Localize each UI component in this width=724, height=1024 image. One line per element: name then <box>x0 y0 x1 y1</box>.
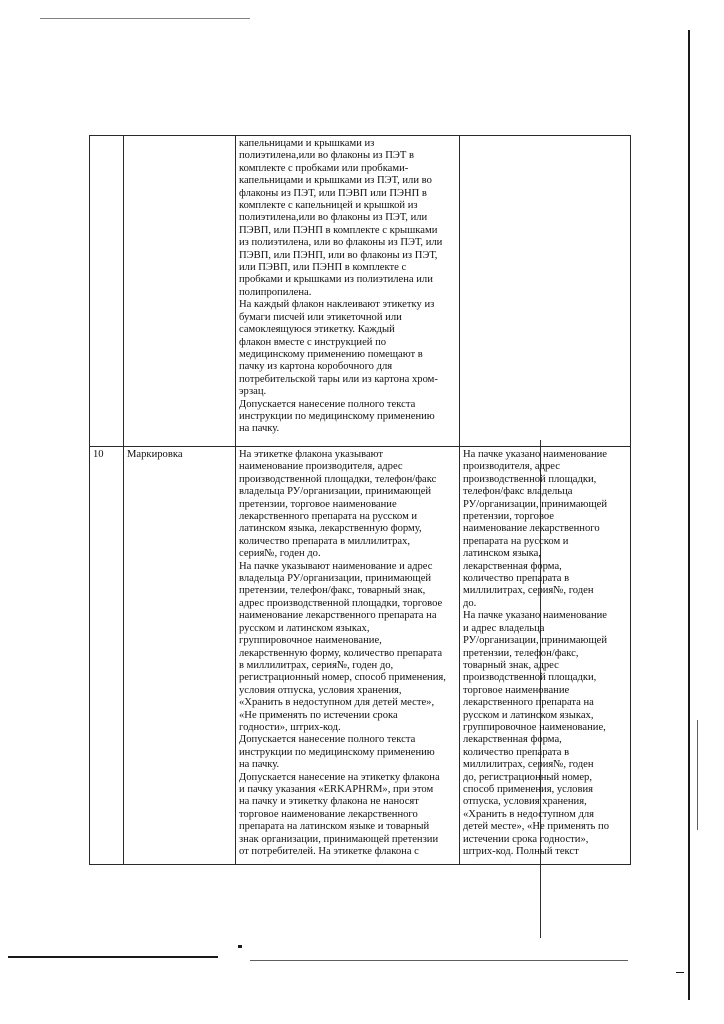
text-line: пробками и крышками из полиэтилена или <box>239 274 433 286</box>
text-line: препарата на латинском языке и товарный <box>239 821 430 833</box>
text-line: эрзац. <box>239 386 267 398</box>
scan-artifact-top-line <box>40 18 250 19</box>
table-row-marking <box>90 447 631 865</box>
specification-table <box>89 135 631 865</box>
text-line: РУ/организации, принимающей <box>463 498 607 510</box>
text-line: препарата на русском и <box>463 535 569 547</box>
text-line: регистрационный номер, способ применения, <box>239 672 446 684</box>
scan-artifact-bottom-left-line <box>8 956 218 958</box>
text-line: способ применения, условия <box>463 783 594 795</box>
text-line: На пачке указано наименование <box>463 449 608 460</box>
text-line: На этикетке флакона указывают <box>239 449 384 460</box>
text-line: русском и латинском языках, <box>239 622 370 634</box>
text-line: количество препарата в <box>463 746 570 758</box>
table-row-packaging <box>90 136 631 447</box>
text-line: телефон/факс владельца <box>463 486 573 498</box>
text-line: лекарственного препарата на <box>463 697 594 709</box>
text-line: товарный знак, адрес <box>463 659 559 671</box>
text-line: детей месте», «Не применять по <box>463 821 609 833</box>
text-line: Допускается нанесение на этикетку флакона <box>239 771 440 783</box>
scan-artifact-bottom-right-line <box>250 960 628 961</box>
results-cell <box>460 447 631 865</box>
requirements-cell <box>236 447 460 865</box>
text-line: наименование лекарственного <box>463 523 600 535</box>
text-line: на пачку. <box>239 423 280 435</box>
text-line: полиэтилена,или во флаконы из ПЭТ в <box>239 150 414 162</box>
text-line: латинском языка, <box>463 548 541 560</box>
text-line: в миллилитрах, серия№, годен до, <box>239 659 394 671</box>
text-line: капельницами и крышками из <box>239 138 375 149</box>
text-line: производственной площадки, телефон/факс <box>239 473 437 485</box>
text-line: количество препарата в миллилитрах, <box>239 535 411 547</box>
text-line: группировочное наименование, <box>463 721 606 733</box>
text-line: лекарственного препарата на русском и <box>239 511 418 523</box>
text-line: торговое наименование <box>463 684 570 696</box>
text-line: группировочное наименование, <box>239 635 382 647</box>
text-line: или ПЭВП, или ПЭНП в комплекте с <box>239 262 407 274</box>
text-line: латинском языка, лекарственную форму, <box>239 523 422 535</box>
text-line: миллилитрах, серия№, годен <box>463 759 594 771</box>
text-line: на пачку. <box>239 759 280 771</box>
text-line: производственной площадки, <box>463 672 597 684</box>
text-line: «Не применять по истечении срока <box>239 709 398 721</box>
text-line: количество препарата в <box>463 573 570 585</box>
text-line: претензии, телефон/факс, товарный знак, <box>239 585 426 597</box>
text-line: производственной площадки, <box>463 473 597 485</box>
text-line: «Хранить в недоступном для <box>463 808 595 820</box>
text-line: лекарственную форму, количество препарата <box>239 647 443 659</box>
text-line: бумаги писчей или этикеточной или <box>239 311 402 323</box>
text-line: производителя, адрес <box>463 461 560 473</box>
text-line: флакон вместе с инструкцией по <box>239 336 387 348</box>
text-line: годности», штрих-код. <box>239 721 341 733</box>
text-line: истечении срока годности», <box>463 833 589 845</box>
text-line: ПЭВП, или ПЭНП в комплекте с крышками <box>239 224 438 236</box>
text-line: владельца РУ/организации, принимающей <box>239 486 432 498</box>
text-line: ПЭВП, или ПЭНП, или во флаконы из ПЭТ, <box>239 249 438 261</box>
text-line: от потребителей. На этикетке флакона с <box>239 846 419 857</box>
text-line: инструкции по медицинскому применению <box>239 410 435 422</box>
scan-artifact-right-short-line <box>697 720 698 830</box>
text-line: торговое наименование лекарственного <box>239 808 418 820</box>
text-line: знак организации, принимающей претензии <box>239 833 439 845</box>
scan-artifact-right-edge-line <box>688 30 690 1000</box>
text-line: РУ/организации, принимающей <box>463 635 607 647</box>
text-line: флаконы из ПЭТ, или ПЭВП или ПЭНП в <box>239 187 427 199</box>
text-line: до, регистрационный номер, <box>463 771 592 783</box>
text-line: На каждый флакон наклеивают этикетку из <box>239 299 435 311</box>
text-line: адрес производственной площадки, торговое <box>239 597 443 609</box>
text-line: штрих-код. Полный текст <box>463 846 579 857</box>
text-line: потребительской тары или из картона хром- <box>239 373 438 385</box>
text-line: миллилитрах, серия№, годен <box>463 585 594 597</box>
text-line: отпуска, условия хранения, <box>463 796 587 808</box>
text-line: Допускается нанесение полного текста <box>239 398 416 410</box>
text-line: на пачку и этикетку флакона не наносят <box>239 796 419 808</box>
text-line: полипропилена. <box>239 286 312 298</box>
text-line: претензии, торговое наименование <box>239 498 397 510</box>
text-line: лекарственная форма, <box>463 560 562 572</box>
text-line: капельницами и крышками из ПЭТ, или во <box>239 175 432 187</box>
text-line: русском и латинском языках, <box>463 709 594 721</box>
text-line: самоклеящуюся этикетку. Каждый <box>239 324 395 336</box>
text-line: комплекте с пробками или пробками- <box>239 162 409 174</box>
text-line: лекарственная форма, <box>463 734 562 746</box>
results-cell <box>460 136 631 447</box>
text-line: претензии, торговое <box>463 511 555 523</box>
row-number-cell <box>90 136 124 447</box>
text-line: претензии, телефон/факс, <box>463 647 579 659</box>
text-line: из полиэтилена, или во флаконы из ПЭТ, или <box>239 237 443 249</box>
text-line: инструкции по медицинскому применению <box>239 746 435 758</box>
text-line: пачку из картона коробочного для <box>239 361 393 373</box>
scan-artifact-dot <box>238 945 242 948</box>
text-line: На пачке указывают наименование и адрес <box>239 560 433 572</box>
text-line: и адрес владельца <box>463 622 545 634</box>
text-line: полиэтилена,или во флаконы из ПЭТ, или <box>239 212 428 224</box>
text-line: наименование производителя, адрес <box>239 461 403 473</box>
text-line: условия отпуска, условия хранения, <box>239 684 402 696</box>
requirements-cell <box>236 136 460 447</box>
text-line: до. <box>463 597 477 609</box>
text-line: владельца РУ/организации, принимающей <box>239 573 432 585</box>
row-number-cell: 10 <box>90 447 124 865</box>
text-line: и пачку указания «ERKAPHRM», при этом <box>239 783 434 795</box>
text-line: комплекте с капельницей и крышкой из <box>239 200 418 212</box>
row-name-cell: Маркировка <box>124 447 236 865</box>
text-line: наименование лекарственного препарата на <box>239 610 437 622</box>
scan-artifact-dash <box>676 972 684 973</box>
text-line: На пачке указано наименование <box>463 610 608 622</box>
row-name-cell <box>124 136 236 447</box>
text-line: Допускается нанесение полного текста <box>239 734 416 746</box>
text-line: серия№, годен до. <box>239 548 321 560</box>
text-line: медицинскому применению помещают в <box>239 348 423 360</box>
text-line: «Хранить в недоступном для детей месте», <box>239 697 435 709</box>
